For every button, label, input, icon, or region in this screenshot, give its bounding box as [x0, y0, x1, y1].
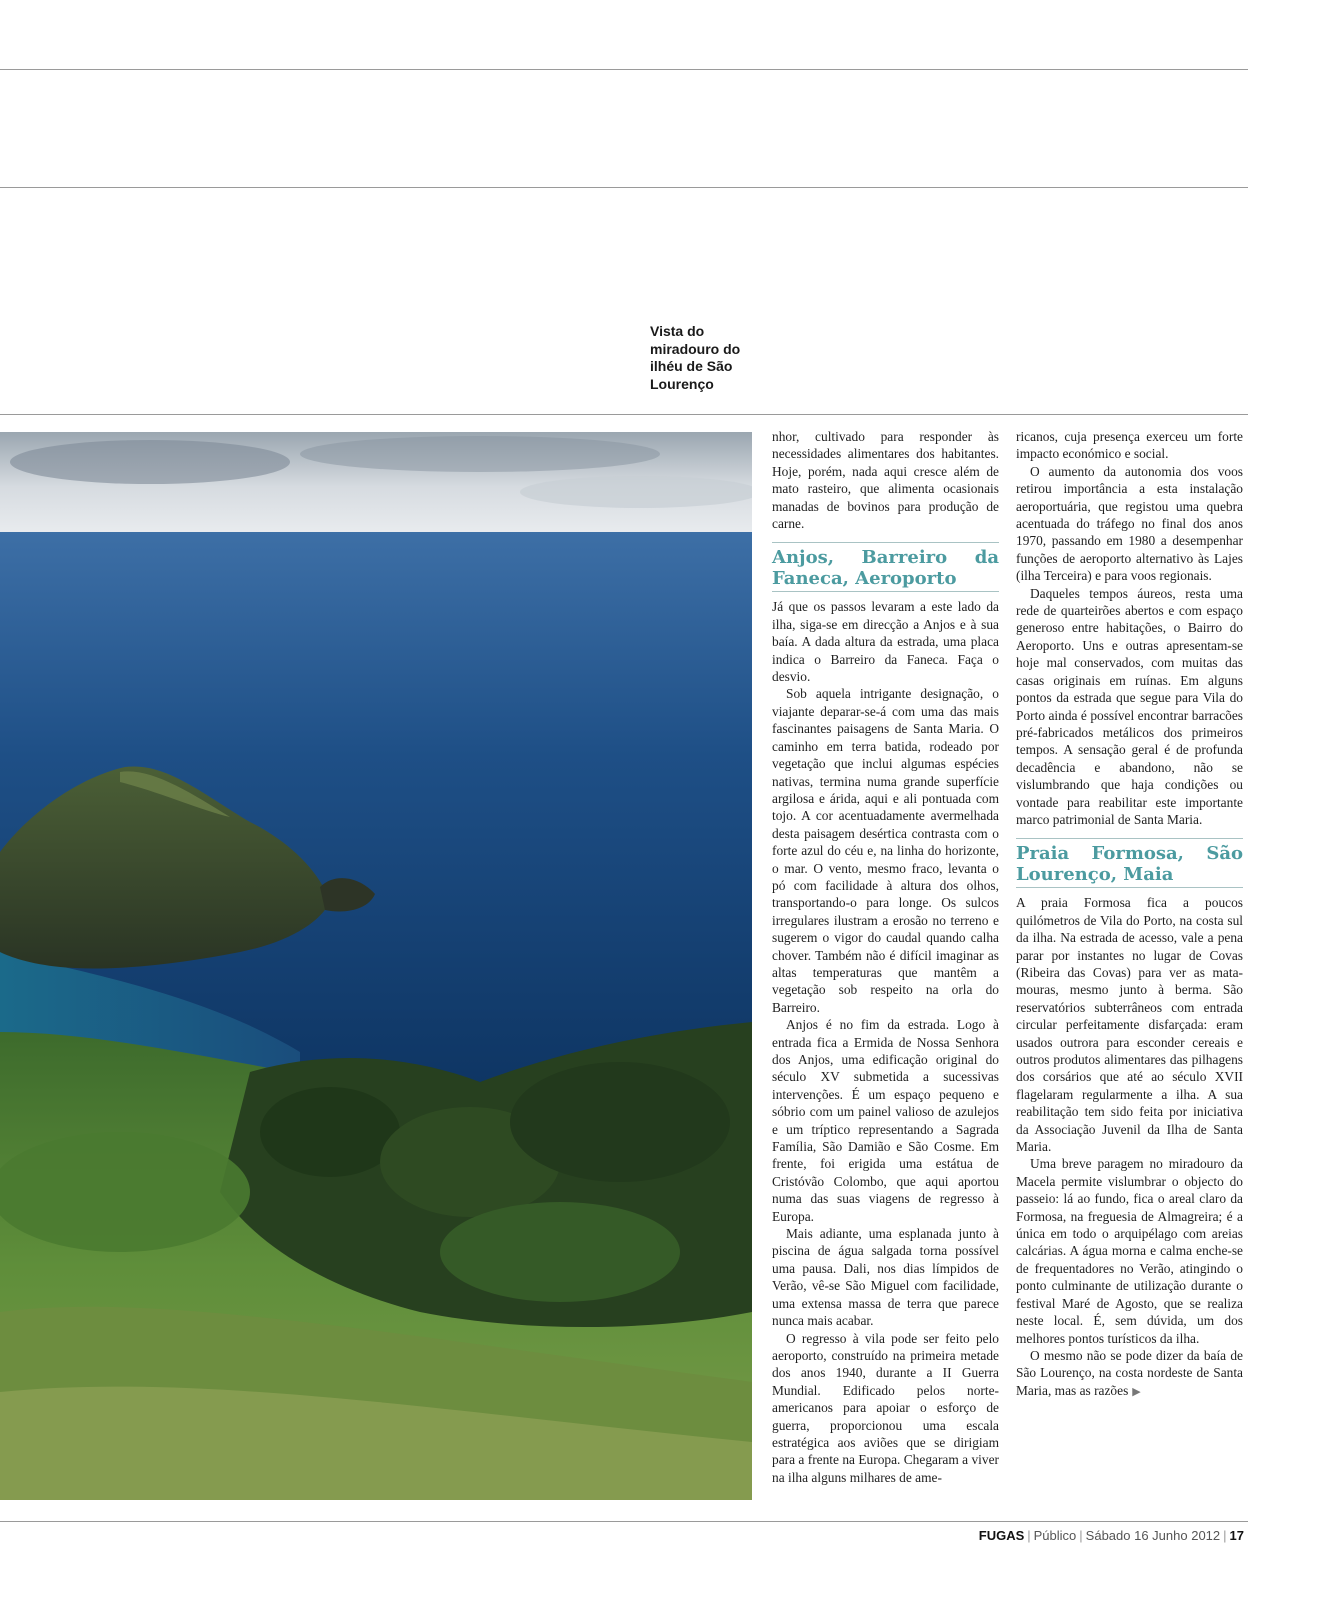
page-number: 17 — [1229, 1528, 1244, 1543]
footer-publication: Público — [1033, 1528, 1077, 1543]
paragraph: O regresso à vila pode ser feito pelo aeroporto, construído na primeira metade dos anos 1940, durante a II Guerra Mundial. Edificado pelos norte-americanos para apoiar o esforço de guerra, proporcionou uma escala estratégica aos aviões que se dirigiam para a frente na Europa. Chegaram a viver na ilha alguns milhares de ame- — [772, 1330, 999, 1485]
paragraph: nhor, cultivado para responder às necessidades alimentares dos habitantes. Hoje, porém, nada aqui cresce além de mato rasteiro, que alimenta ocasionais manadas de bovinos para produção de carne. — [772, 429, 999, 532]
top-rule — [0, 69, 1248, 70]
paragraph: O aumento da autonomia dos voos retirou importância a esta instalação aeroportuária, que registou uma quebra acentuada do tráfego no final dos anos 1970, passando em 1980 a desempenhar funções de aeroporto alternativo às Lajes (ilha Terceira) e para voos regionais. — [1016, 463, 1243, 584]
article-column-2 — [1016, 428, 1243, 1401]
footer-separator: | — [1079, 1528, 1083, 1543]
paragraph-text: O mesmo não se pode dizer da baía de São Lourenço, na costa nordeste de Santa Maria, mas as razões — [1016, 1347, 1243, 1398]
paragraph: Daqueles tempos áureos, resta uma rede de quarteirões abertos e com espaço generoso entre habitações, o Bairro do Aeroporto. Uns e outras apresentam-se hoje mal conservados, com muitas das casas originais em ruínas. Em alguns pontos da estrada que segue para Vila do Porto ainda é possível encontrar barracões pré-fabricados metálicos dos primeiros tempos. A sensação geral é de profunda decadência e abandono, não se vislumbrando que haja condições ou vontade para reabilitar este importante marco patrimonial de Santa Maria. — [1016, 585, 1243, 827]
paragraph: Uma breve paragem no miradouro da Macela permite vislumbrar o objecto do passeio: lá ao fundo, fica o areal claro da Formosa, na freguesia de Almagreira; é a única em todo o arquipélago com areias calcárias. A água morna e calma enche-se de frequentadores no Verão, atingindo o ponto culminante de utilização durante o festival Maré de Agosto, que se realiza neste local. É, sem dúvida, um dos melhores pontos turísticos da ilha. — [1016, 1156, 1243, 1346]
paragraph — [1016, 1347, 1243, 1401]
article-column-1 — [772, 428, 999, 1486]
page-footer — [979, 1528, 1244, 1543]
continue-arrow-icon: ▶ — [1132, 1385, 1141, 1398]
paragraph: Anjos é no fim da estrada. Logo à entrada fica a Ermida de Nossa Senhora dos Anjos, uma edificação original do século XV submetida a sucessivas intervenções. É um espaço pequeno e sóbrio com um painel valioso de azulejos e um tríptico representando a Sagrada Família, São Damião e São Cosme. Em frente, foi erigida uma estátua de Cristóvão Colombo, que aqui aportou numa das suas viagens de regresso à Europa. — [772, 1017, 999, 1224]
paragraph: A praia Formosa fica a poucos quilómetros de Vila do Porto, na costa sul da ilha. Na estrada de acesso, vale a pena parar por instantes no lugar de Covas (Ribeira das Covas) para ver as mata-mouras, mesmo junto à berma. São reservatórios subterrâneos com entrada circular perfeitamente disfarçada: eram usados outrora para esconder cereais e outros produtos alimentares das pilhagens dos corsários que até ao século XVII flagelaram regularmente a ilha. A sua reabilitação tem sido feita por iniciativa da Associação Juvenil da Ilha de Santa Maria. — [1016, 895, 1243, 1155]
section-heading — [772, 542, 999, 592]
paragraph: Mais adiante, uma esplanada junto à piscina de água salgada torna possível uma pausa. Dali, nos dias límpidos de Verão, vê-se São Miguel com facilidade, uma extensa massa de terra que parece nunca mais acabar. — [772, 1226, 999, 1329]
footer-date: Sábado 16 Junho 2012 — [1085, 1528, 1221, 1543]
landscape-photo — [0, 432, 752, 1500]
caption-rule — [0, 414, 1248, 415]
paragraph: Já que os passos levaram a este lado da ilha, siga-se em direcção a Anjos e à sua baía. A dada altura da estrada, uma placa indica o Barreiro da Faneca. Faça o desvio. — [772, 599, 999, 685]
photo-caption: Vista do miradouro do ilhéu de São Lourenço — [650, 323, 741, 392]
footer-separator: | — [1223, 1528, 1227, 1543]
paragraph: ricanos, cuja presença exerceu um forte impacto económico e social. — [1016, 429, 1243, 462]
footer-separator: | — [1027, 1528, 1031, 1543]
section-heading-title: Anjos, Barreiro da Faneca, Aeroporto — [772, 547, 999, 590]
footer-brand: FUGAS — [978, 1528, 1025, 1543]
paragraph: Sob aquela intrigante designação, o viajante deparar-se-á com uma das mais fascinantes paisagens de Santa Maria. O caminho em terra batida, rodeado por vegetação que inclui algumas espécies nativas, termina numa grande superfície argilosa e árida, aqui e ali pontuada com tojo. A cor acentuadamente avermelhada desta paisagem desértica contrasta com o forte azul do céu e, na linha do horizonte, o mar. O vento, mesmo fraco, levanta o pó com facilidade à altura dos olhos, transportando-o para longe. Os sulcos irregulares ilustram a erosão no terreno e sugerem o vigor do caudal quando calha chover. Também não é difícil imaginar as altas temperaturas que mantêm a vegetação sob respeito na orla do Barreiro. — [772, 686, 999, 1015]
upper-rule — [0, 187, 1248, 188]
section-heading-title: Praia Formosa, São Lourenço, Maia — [1016, 843, 1243, 886]
footer-rule — [0, 1521, 1248, 1522]
section-heading — [1016, 838, 1243, 888]
